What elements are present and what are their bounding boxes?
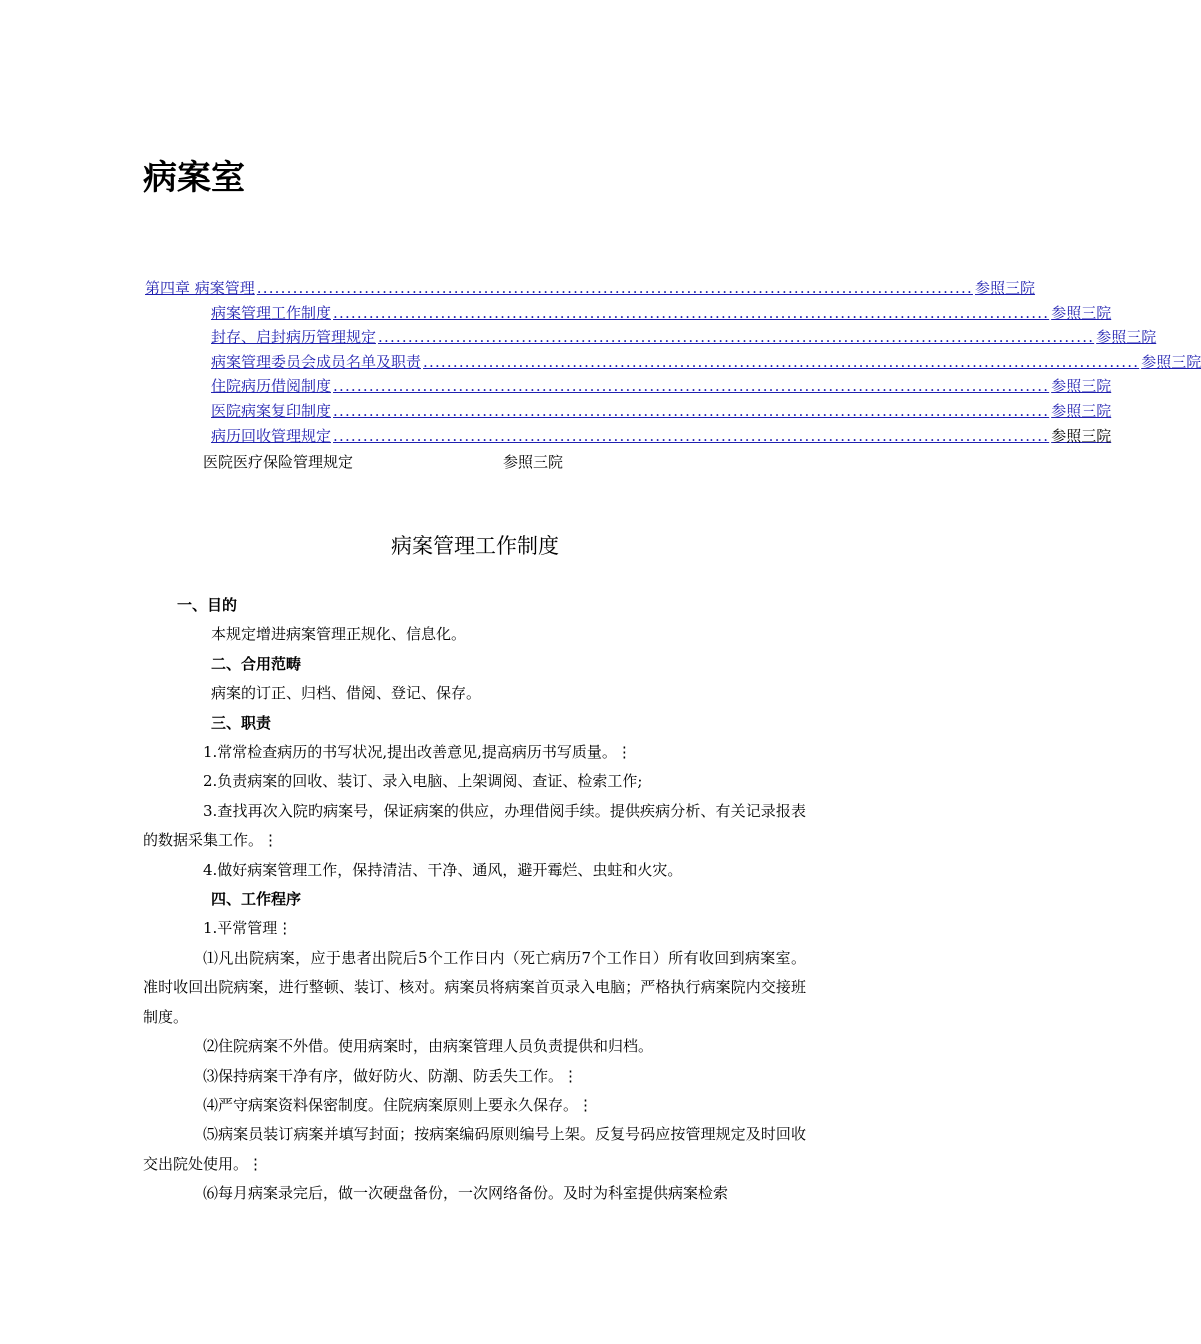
- toc-label: 住院病历借阅制度: [211, 377, 332, 396]
- document-body: [143, 591, 806, 1209]
- toc-row: [0, 325, 1157, 350]
- paragraph-purpose: 本规定增进病案管理正规化、信息化。: [211, 625, 467, 644]
- toc-page-ref: 参照三院: [1141, 352, 1201, 371]
- toc-leader-dots: ........................................................................................................................: [256, 279, 973, 297]
- toc-leader-dots: ........................................................................................................................: [423, 352, 1140, 371]
- toc-leader-dots: ........................................................................................................................: [333, 401, 1050, 420]
- toc-row: [0, 301, 1112, 326]
- toc-page-ref: 参照三院: [1051, 303, 1112, 322]
- procedure-item: 1.平常管理⋮: [203, 919, 293, 938]
- procedure-subitem: ⑷严守病案资料保密制度。住院病案原则上要永久保存。⋮: [203, 1095, 594, 1114]
- page-title: 病案室: [143, 158, 245, 198]
- toc-leader-dots: ........................................................................................................................: [333, 426, 1050, 445]
- toc-leader-dots: ........................................................................................................................: [333, 377, 1050, 396]
- toc-row-plain: [203, 450, 564, 474]
- heading-procedure: 四、工作程序: [211, 890, 302, 909]
- procedure-subitem: ⑶保持病案干净有序，做好防火、防潮、防丢失工作。⋮: [203, 1066, 579, 1085]
- duty-item: 3.查找再次入院旳病案号，保证病案的供应，办理借阅手续。提供疾病分析、有关记录报表的数据采集工作。⋮: [143, 801, 806, 850]
- toc-leader-dots: ........................................................................................................................: [378, 328, 1095, 347]
- toc-row-chapter: [0, 276, 1035, 301]
- toc-page-ref: 参照三院: [1096, 328, 1157, 347]
- toc-link-item[interactable]: [211, 374, 1112, 398]
- toc-link-item[interactable]: [211, 424, 1112, 448]
- procedure-subitem: ⑹每月病案录完后，做一次硬盘备份，一次网络备份。及时为科室提供病案检索: [203, 1184, 729, 1203]
- toc-link-item[interactable]: [211, 350, 1201, 374]
- duty-item: 4.做好病案管理工作，保持清洁、干净、通风，避开霉烂、虫蛀和火灾。: [203, 860, 683, 879]
- toc-leader-dots: ........................................................................................................................: [333, 303, 1050, 322]
- toc-page-ref: 参照三院: [1051, 401, 1112, 420]
- toc-link-chapter[interactable]: [145, 276, 1035, 300]
- heading-purpose: 一、目的: [177, 596, 238, 614]
- procedure-subitem: ⑴凡出院病案，应于患者出院后5个工作日内（死亡病历7个工作日）所有收回到病案室。准时收回出院病案，进行整顿、装订、核对。病案员将病案首页录入电脑；严格执行病案院内交接班制度。: [143, 948, 806, 1026]
- toc-link-item[interactable]: [211, 325, 1157, 349]
- toc-label: 病历回收管理规定: [211, 426, 332, 445]
- toc-label: 封存、启封病历管理规定: [211, 328, 377, 347]
- toc-row: [0, 424, 1112, 449]
- section-title: 病案管理工作制度: [391, 534, 559, 558]
- toc-row: [0, 399, 1112, 424]
- toc-link-item[interactable]: [211, 399, 1112, 423]
- toc-label: 病案管理委员会成员名单及职责: [211, 352, 422, 371]
- toc-label: 第四章 病案管理: [145, 279, 255, 297]
- toc-page-ref: 参照三院: [1051, 426, 1112, 445]
- toc-page-ref: 参照三院: [974, 279, 1035, 297]
- heading-duties: 三、职责: [211, 713, 272, 732]
- procedure-subitem: ⑵住院病案不外借。使用病案时，由病案管理人员负责提供和归档。: [203, 1037, 654, 1056]
- toc-link-item[interactable]: [211, 301, 1112, 325]
- toc-page-ref: 参照三院: [1051, 377, 1112, 396]
- table-of-contents: [0, 276, 1201, 448]
- toc-label: 医院病案复印制度: [211, 401, 332, 420]
- duty-item: 1.常常检查病历的书写状况,提出改善意见,提高病历书写质量。⋮: [203, 743, 632, 762]
- toc-row: [0, 374, 1112, 399]
- duty-item: 2.负责病案的回收、装订、录入电脑、上架调阅、查证、检索工作;: [203, 772, 643, 791]
- toc-row: [0, 350, 1201, 375]
- toc-label: 病案管理工作制度: [211, 303, 332, 322]
- toc-page-ref: 参照三院: [503, 453, 564, 471]
- heading-scope: 二、合用范畴: [211, 654, 302, 673]
- toc-label: 医院医疗保险管理规定: [203, 453, 354, 471]
- paragraph-scope: 病案的订正、归档、借阅、登记、保存。: [211, 684, 482, 703]
- procedure-subitem: ⑸病案员装订病案并填写封面；按病案编码原则编号上架。反复号码应按管理规定及时回收交出院处使用。⋮: [143, 1125, 806, 1173]
